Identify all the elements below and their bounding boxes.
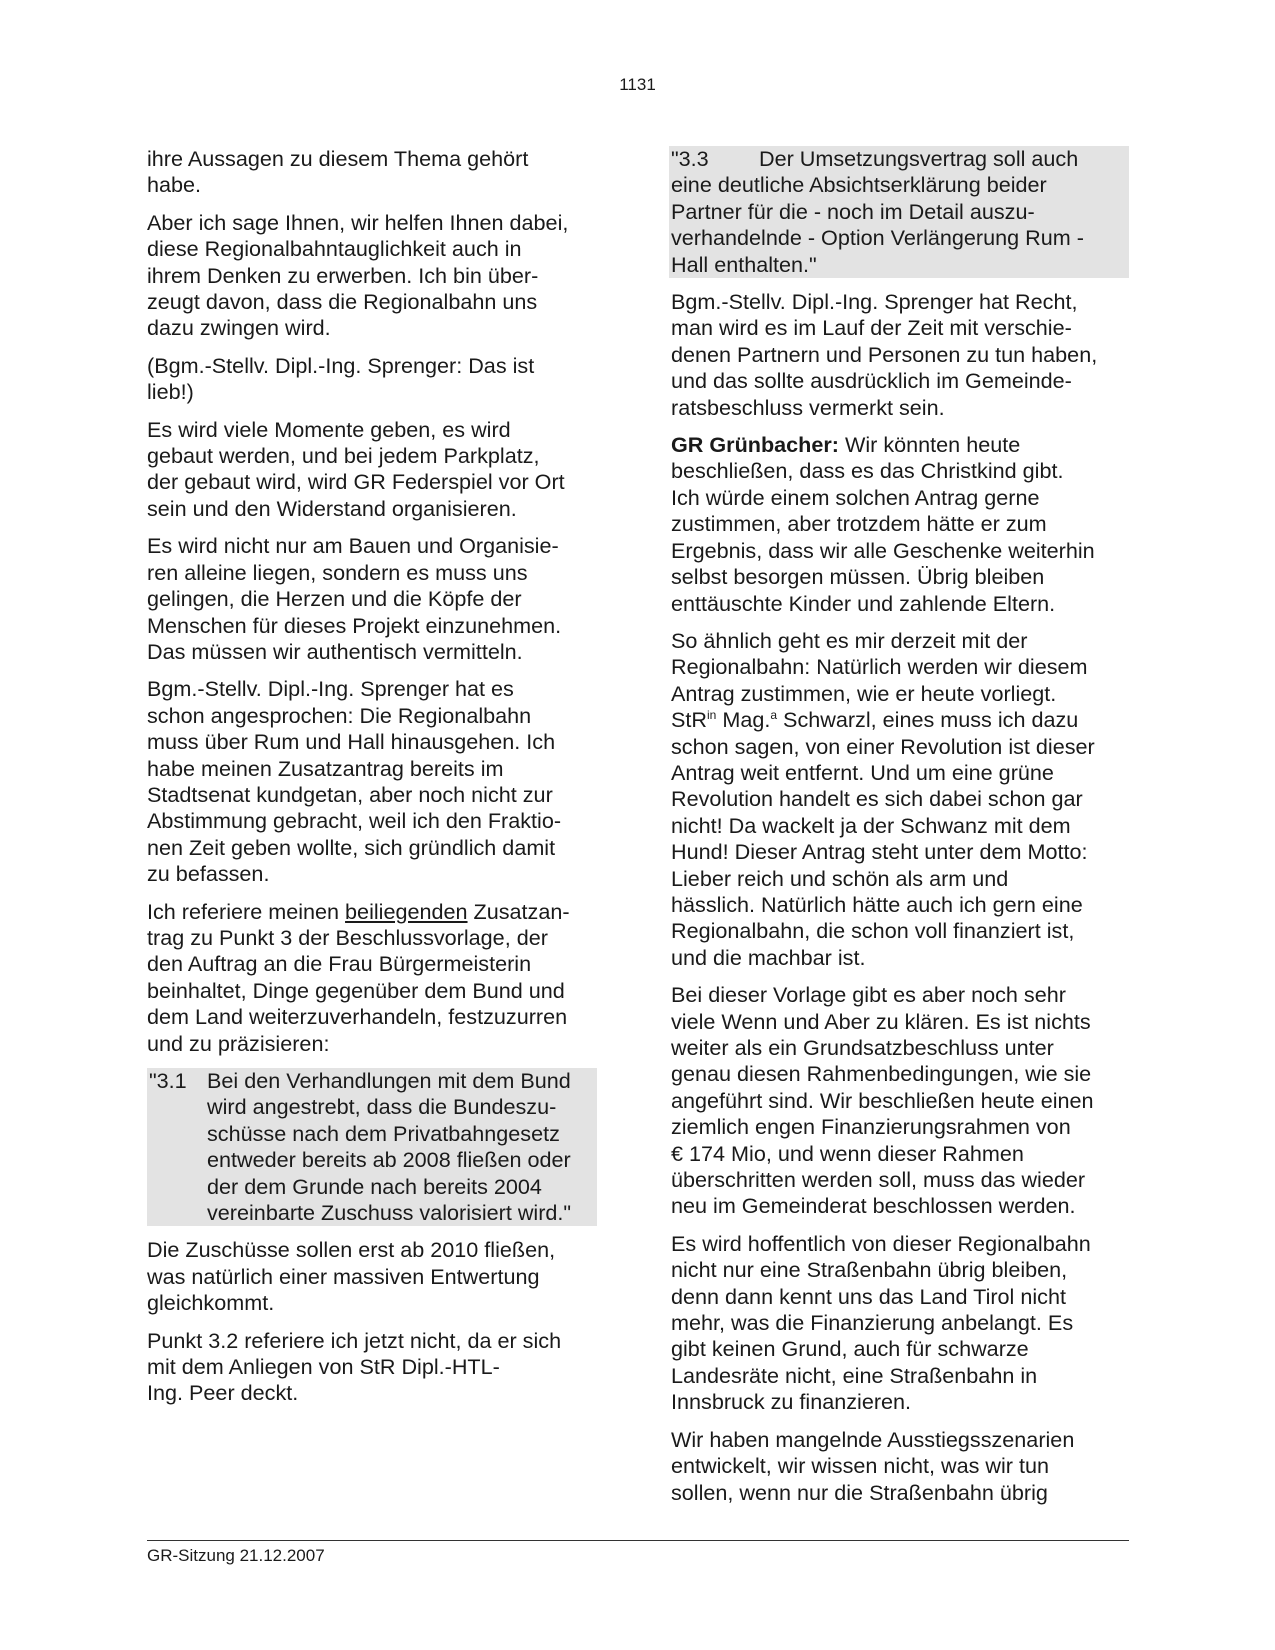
paragraph xyxy=(147,1328,597,1407)
text-segment: Zusatzan- xyxy=(467,898,570,924)
paragraph xyxy=(147,899,597,1057)
text-line: schon sagen, von einer Revolution ist dieser xyxy=(671,733,1095,759)
motion-number: "3.3 xyxy=(671,146,709,171)
paragraph xyxy=(671,628,1129,971)
text-line: Stadtsenat kundgetan, aber noch nicht zur xyxy=(147,781,553,807)
paragraph xyxy=(671,289,1129,421)
text-line: hässlich. Natürlich hätte auch ich gern eine xyxy=(671,891,1083,917)
text-line: dem Land weiterzuverhandeln, festzuzurren xyxy=(147,1004,568,1030)
text-line: ren alleine liegen, sondern es muss uns xyxy=(147,559,528,585)
text-line: Wir haben mangelnde Ausstiegsszenarien xyxy=(671,1426,1075,1452)
text-line: enttäuschte Kinder und zahlende Eltern. xyxy=(671,590,1056,616)
text-line: gleichkommt. xyxy=(147,1290,275,1316)
text-segment: Ich referiere meinen xyxy=(147,898,346,924)
text-line: Es wird hoffentlich von dieser Regionalbahn xyxy=(671,1230,1091,1256)
text-line: und die machbar ist. xyxy=(671,944,866,970)
text-line: Es wird viele Momente geben, es wird xyxy=(147,416,511,442)
text-line: Revolution handelt es sich dabei schon gar xyxy=(671,786,1083,812)
text-line: Partner für die - noch im Detail auszu- xyxy=(671,198,1035,224)
text-line: genau diesen Rahmenbedingungen, wie sie xyxy=(671,1061,1092,1087)
text-line: viele Wenn und Aber zu klären. Es ist nichts xyxy=(671,1008,1091,1034)
text-line xyxy=(671,707,1129,733)
text-line: So ähnlich geht es mir derzeit mit der xyxy=(671,627,1028,653)
text-line: Das müssen wir authentisch vermitteln. xyxy=(147,638,523,664)
text-line: Bgm.-Stellv. Dipl.-Ing. Sprenger hat Recht, xyxy=(671,289,1078,315)
text-line: und das sollte ausdrücklich im Gemeinde- xyxy=(671,368,1072,394)
page-number: 1131 xyxy=(619,75,656,94)
text-line: mehr, was die Finanzierung anbelangt. Es xyxy=(671,1310,1074,1336)
paragraph xyxy=(671,1427,1129,1506)
text-line: zustimmen, aber trotzdem hätte er zum xyxy=(671,511,1047,537)
superscript: a xyxy=(770,708,778,723)
text-line: Innsbruck zu finanzieren. xyxy=(671,1389,912,1415)
text-line: weiter als ein Grundsatzbeschluss unter xyxy=(671,1035,1054,1060)
text-line: Es wird nicht nur am Bauen und Organisie- xyxy=(147,533,559,559)
text-line: schüsse nach dem Privatbahngesetz xyxy=(207,1120,560,1146)
motion-number: "3.1 xyxy=(149,1068,187,1093)
text-line: dazu zwingen wird. xyxy=(147,315,331,341)
text-line: Antrag zustimmen, wie er heute vorliegt. xyxy=(671,680,1057,706)
paragraph xyxy=(147,353,597,406)
footer-session-date: GR-Sitzung 21.12.2007 xyxy=(147,1546,325,1565)
text-line: Ergebnis, dass wir alle Geschenke weiterhin xyxy=(671,537,1095,563)
text-segment: Mag. xyxy=(716,707,771,733)
text-line: schon angesprochen: Die Regionalbahn xyxy=(147,702,532,728)
text-line: selbst besorgen müssen. Übrig bleiben xyxy=(671,564,1045,590)
paragraph xyxy=(671,1231,1129,1416)
text-line: € 174 Mio, und wenn dieser Rahmen xyxy=(671,1140,1024,1166)
text-line: diese Regionalbahntauglichkeit auch in xyxy=(147,236,522,262)
text-line: (Bgm.-Stellv. Dipl.-Ing. Sprenger: Das ist xyxy=(147,352,535,378)
text-line: vereinbarte Zuschuss valorisiert wird." xyxy=(207,1200,572,1226)
text-line: ratsbeschluss vermerkt sein. xyxy=(671,394,945,420)
text-line: gebaut werden, und bei jedem Parkplatz, xyxy=(147,443,540,469)
text-line: Ich würde einem solchen Antrag gerne xyxy=(671,484,1040,510)
text-line: muss über Rum und Hall hinausgehen. Ich xyxy=(147,729,556,755)
text-line: Hall enthalten." xyxy=(671,251,817,277)
text-line: man wird es im Lauf der Zeit mit verschie- xyxy=(671,315,1072,341)
text-line: wird angestrebt, dass die Bundeszu- xyxy=(207,1094,557,1120)
left-column xyxy=(147,146,597,1418)
footer-divider xyxy=(147,1540,1129,1541)
text-segment: Der Umsetzungsvertrag soll auch xyxy=(759,146,1079,171)
text-line: habe. xyxy=(147,172,202,198)
text-line: mit dem Anliegen von StR Dipl.-HTL- xyxy=(147,1354,500,1380)
text-segment: StR xyxy=(671,707,707,733)
text-line: Punkt 3.2 referiere ich jetzt nicht, da er sich xyxy=(147,1327,562,1353)
text-line: Lieber reich und schön als arm und xyxy=(671,865,1009,891)
paragraph xyxy=(147,676,597,887)
text-line: nicht! Da wackelt ja der Schwanz mit dem xyxy=(671,812,1071,838)
text-line: angeführt sind. Wir beschließen heute einen xyxy=(671,1087,1094,1113)
text-segment: Wir könnten heute xyxy=(838,432,1021,458)
text-line: was natürlich einer massiven Entwertung xyxy=(147,1263,540,1289)
text-line: Menschen für dieses Projekt einzunehmen. xyxy=(147,612,562,638)
text-line: überschritten werden soll, muss das wieder xyxy=(671,1167,1086,1193)
text-line: ihrem Denken zu erwerben. Ich bin über- xyxy=(147,262,539,288)
text-line: neu im Gemeinderat beschlossen werden. xyxy=(671,1193,1076,1219)
text-line: Abstimmung gebracht, weil ich den Fraktio- xyxy=(147,808,562,834)
text-line: gibt keinen Grund, auch für schwarze xyxy=(671,1336,1029,1362)
text-line: Regionalbahn: Natürlich werden wir diesem xyxy=(671,654,1088,680)
text-line: denen Partnern und Personen zu tun haben, xyxy=(671,341,1098,367)
quoted-motion-3-1 xyxy=(147,1068,597,1226)
paragraph xyxy=(147,533,597,665)
text-line: Landesräte nicht, eine Straßenbahn in xyxy=(671,1362,1038,1388)
paragraph xyxy=(147,146,597,199)
underlined-word: beiliegenden xyxy=(345,898,468,924)
text-line: ziemlich engen Finanzierungsrahmen von xyxy=(671,1114,1071,1140)
text-line: Ing. Peer deckt. xyxy=(147,1380,299,1406)
text-line: nicht nur eine Straßenbahn übrig bleiben, xyxy=(671,1257,1068,1283)
text-line: Bgm.-Stellv. Dipl.-Ing. Sprenger hat es xyxy=(147,676,514,702)
text-line: Bei den Verhandlungen mit dem Bund xyxy=(207,1068,571,1093)
text-line: der gebaut wird, wird GR Federspiel vor Ort xyxy=(147,469,565,495)
text-line: gelingen, die Herzen und die Köpfe der xyxy=(147,586,522,612)
text-line: beinhaltet, Dinge gegenüber dem Bund und xyxy=(147,977,565,1003)
speaker-name: GR Grünbacher: xyxy=(671,432,839,458)
text-line: denn dann kennt uns das Land Tirol nicht xyxy=(671,1283,1066,1309)
text-line: und zu präzisieren: xyxy=(147,1030,330,1056)
text-line: zeugt davon, dass die Regionalbahn uns xyxy=(147,289,538,315)
text-line: verhandelnde - Option Verlängerung Rum - xyxy=(671,225,1084,251)
text-line: ihre Aussagen zu diesem Thema gehört xyxy=(147,146,529,171)
text-line: Die Zuschüsse sollen erst ab 2010 fließen, xyxy=(147,1237,556,1263)
right-column xyxy=(671,146,1129,1517)
text-line xyxy=(671,146,1127,172)
text-line: habe meinen Zusatzantrag bereits im xyxy=(147,755,504,781)
text-line xyxy=(147,899,597,925)
text-line: lieb!) xyxy=(147,379,194,405)
text-segment: Schwarzl, eines muss ich dazu xyxy=(777,707,1079,733)
text-line: entwickelt, wir wissen nicht, was wir tun xyxy=(671,1453,1050,1479)
text-line: Bei dieser Vorlage gibt es aber noch sehr xyxy=(671,982,1066,1008)
text-line: den Auftrag an die Frau Bürgermeisterin xyxy=(147,951,532,977)
text-line: trag zu Punkt 3 der Beschlussvorlage, der xyxy=(147,924,548,950)
paragraph xyxy=(671,982,1129,1220)
paragraph xyxy=(147,1237,597,1316)
text-line: Aber ich sage Ihnen, wir helfen Ihnen dabei, xyxy=(147,209,569,235)
paragraph xyxy=(671,432,1129,617)
paragraph xyxy=(147,210,597,342)
text-line: sein und den Widerstand organisieren. xyxy=(147,495,517,521)
text-line: Regionalbahn, die schon voll finanziert ist, xyxy=(671,918,1075,944)
text-line: zu befassen. xyxy=(147,861,270,887)
superscript: in xyxy=(707,708,717,723)
text-line: Antrag weit entfernt. Und um eine grüne xyxy=(671,759,1054,785)
text-line: nen Zeit geben wollte, sich gründlich damit xyxy=(147,834,556,860)
text-line: sollen, wenn nur die Straßenbahn übrig xyxy=(671,1479,1048,1505)
text-line: entweder bereits ab 2008 fließen oder xyxy=(207,1147,571,1173)
paragraph xyxy=(147,417,597,523)
text-line: eine deutliche Absichtserklärung beider xyxy=(671,172,1047,198)
text-line: der dem Grunde nach bereits 2004 xyxy=(207,1173,542,1199)
text-line: Hund! Dieser Antrag steht unter dem Motto: xyxy=(671,839,1088,865)
text-line xyxy=(671,432,1129,458)
text-line: beschließen, dass es das Christkind gibt. xyxy=(671,458,1064,484)
quoted-motion-3-3 xyxy=(669,146,1129,278)
